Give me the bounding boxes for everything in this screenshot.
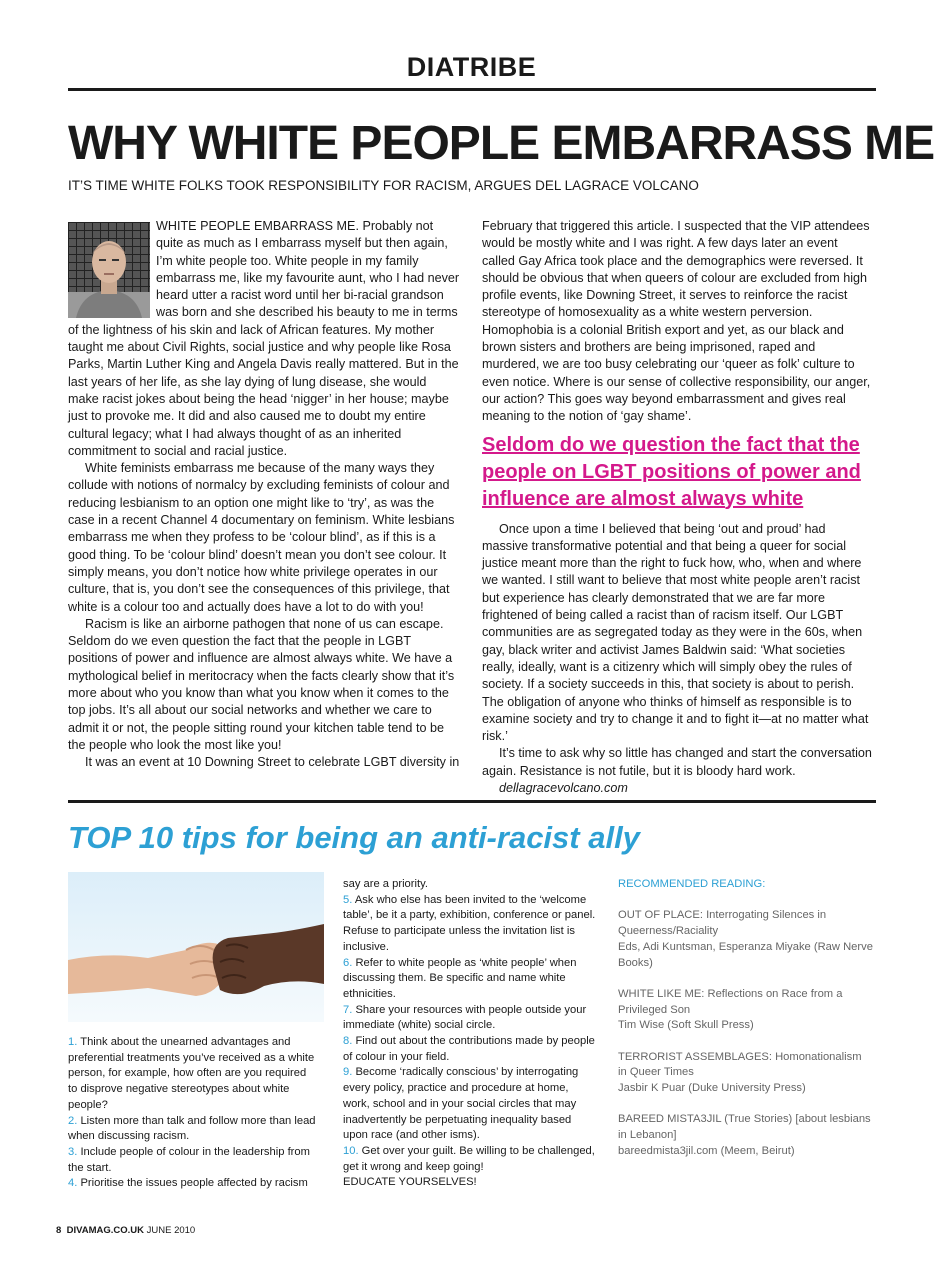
reading-entry (618, 987, 873, 1034)
paragraph-5: February that triggered this article. I suspected that the VIP attendees would be mostly white and I was right. A few days later an event called Gay Africa took place and the demographics were reversed. It should be obvious that when queers of colour are excluded from high profile events, like Downing Street, it serves to reinforce the racist stereotype of homosexuality as a white western perversion. Homophobia is a colonial British export and yet, as our black and brown sisters and brothers are being imprisoned, raped and murdered, we are too busy celebrating our ‘queer as folk’ culture to even notice. Where is our sense of collective responsibility, our anger, our action? This goes way beyond embarrassment and gives real meaning to the notion of ‘gay shame’. (482, 219, 871, 424)
tips-column-1 (68, 1035, 318, 1192)
tip-item: 1. Think about the unearned advantages and preferential treatments you’ve received as a white person, for example, how often are you required to disprove negative stereotypes about white people? (68, 1036, 315, 1111)
fist-bump-photo (68, 872, 324, 1022)
paragraph-7: It’s time to ask why so little has changed and start the conversation again. Resistance is not futile, but it is bloody hard work. (482, 746, 872, 778)
reading-entry (618, 1112, 873, 1159)
page-number: 8 (56, 1225, 62, 1236)
section-divider (68, 800, 876, 803)
tip-item: 10. Get over your guilt. Be willing to be challenged, get it wrong and keep going! (343, 1144, 595, 1173)
recommended-reading (618, 877, 873, 1175)
article-column-right (482, 218, 874, 797)
article-column-left (68, 218, 460, 772)
author-portrait (68, 222, 150, 318)
reading-heading: RECOMMENDED READING: (618, 878, 766, 890)
author-website[interactable]: dellagracevolcano.com (499, 781, 628, 796)
tip-item: 8. Find out about the contributions made by people of colour in your field. (343, 1035, 595, 1063)
reading-title: OUT OF PLACE: Interrogating Silences in Queerness/Raciality (618, 909, 827, 938)
tip-item: 2. Listen more than talk and follow more than lead when discussing racism. (68, 1114, 316, 1143)
reading-meta: Jasbir K Puar (Duke University Press) (618, 1082, 806, 1095)
tips-column-2 (343, 877, 598, 1191)
section-label: DIATRIBE (406, 52, 537, 82)
footer-date: JUNE 2010 (146, 1225, 196, 1236)
tip-item: 9. Become ‘radically conscious’ by interrogating every policy, practice and procedure at home, work, school and in your social circles that may inadvertently be perpetuating inequality based upon race (and other isms). (343, 1066, 579, 1142)
tip-item-continued: say are a priority. (343, 878, 428, 890)
paragraph-3: Racism is like an airborne pathogen that none of us can escape. Seldom do we even question the fact that the people in LGBT positions of power and influence are almost always white. We have a mythological belief in meritocracy when the facts clearly show that it’s more about who you know than what you know when it comes to the top jobs. It’s all about our social networks and whether we care to admit it or not, the people sitting round your kitchen table tend to be the people who look the most like you! (68, 616, 455, 752)
reading-title: BAREED MISTA3JIL (True Stories) [about lesbians in Lebanon] (618, 1113, 871, 1142)
reading-entry (618, 908, 873, 971)
tip-item: 5. Ask who else has been invited to the ‘welcome table’, be it a party, exhibition, conference or panel. Refuse to participate unless the invitation list is inclusive. (343, 893, 596, 953)
headline: WHY WHITE PEOPLE EMBARRASS ME (68, 117, 935, 170)
page-footer (56, 1225, 195, 1236)
standfirst: IT’S TIME WHITE FOLKS TOOK RESPONSIBILITY FOR RACISM, ARGUES DEL LAGRACE VOLCANO (68, 178, 699, 193)
tip-item: 6. Refer to white people as ‘white people’ when discussing them. Be specific and name white ethnicities. (343, 956, 577, 1000)
footer-site: DIVAMAG.CO.UK (66, 1225, 144, 1236)
top-rule (68, 88, 876, 91)
paragraph-2: White feminists embarrass me because of the many ways they collude with notions of normalcy by excluding feminists of colour and reducing lesbianism to an option one might like to ‘try’, as was the case in a recent Channel 4 documentary on feminism. White lesbians embarrass me when they profess to be ‘colour blind’, as if this is a good thing. To be ‘colour blind’ doesn’t mean you don’t see colour. It simply means, you don’t notice how white privilege operates in our culture, that is, you don’t see the consequences of this privilege, that white is a colour too and actually does have a lot to do with you! (68, 461, 455, 614)
reading-entry (618, 1050, 873, 1097)
tips-title: TOP 10 tips for being an anti-racist ally (68, 820, 640, 855)
reading-meta: Tim Wise (Soft Skull Press) (618, 1019, 754, 1032)
reading-meta: Eds, Adi Kuntsman, Esperanza Miyake (Raw Nerve Books) (618, 940, 873, 969)
tip-item: 3. Include people of colour in the leadership from the start. (68, 1145, 310, 1174)
reading-title: WHITE LIKE ME: Reflections on Race from a Privileged Son (618, 987, 843, 1016)
paragraph-1: WHITE PEOPLE EMBARRASS ME. Probably not quite as much as I embarrass myself but then again, I’m white people too. White people in my family embarrass me, like my favourite aunt, who I had never heard utter a racist word until her bi-racial grandson was born and she described his beauty to me in terms of the lightness of his skin and lack of African features. My mother taught me about Civil Rights, social justice and why people like Rosa Parks, Martin Luther King and Angela Davis really mattered. But in the last years of her life, as she lay dying of lung disease, she would make racist jokes about being the head ‘nigger’ in her house; maybe just to provoke me. It did and also caused me to doubt my entire cultural legacy; what I had always thought of as an inherited commitment to social and racial justice. (68, 219, 460, 458)
paragraph-6: Once upon a time I believed that being ‘out and proud’ had massive transformative potential and that being a queer for social justice meant more than the right to fuck how, who, when and where we wanted. I still want to believe that most white people aren’t racist but experience has clearly demonstrated that we are far more frightened of being called a racist than of racism itself. Our LGBT communities are as segregated today as they were in the 60s, when gay, black writer and activist James Baldwin said: ‘What societies really, ideally, want is a citizenry which will simply obey the rules of society. If a society succeeds in this, that society is about to perish. The obligation of anyone who thinks of himself as responsible is to examine society and try to change it and to fight it—at no matter what risk.’ (482, 521, 869, 744)
tip-item: 4. Prioritise the issues people affected by racism (68, 1177, 308, 1190)
reading-meta: bareedmista3jil.com (Meem, Beirut) (618, 1144, 795, 1157)
tips-closing-line: EDUCATE YOURSELVES! (343, 1176, 477, 1189)
paragraph-4: It was an event at 10 Downing Street to celebrate LGBT diversity in (85, 755, 460, 770)
reading-title: TERRORIST ASSEMBLAGES: Homonationalism in Queer Times (618, 1050, 862, 1079)
pull-quote: Seldom do we question the fact that the people on LGBT positions of power and influence are almost always white (482, 433, 861, 510)
tip-item: 7. Share your resources with people outside your immediate (white) social circle. (343, 1003, 587, 1032)
